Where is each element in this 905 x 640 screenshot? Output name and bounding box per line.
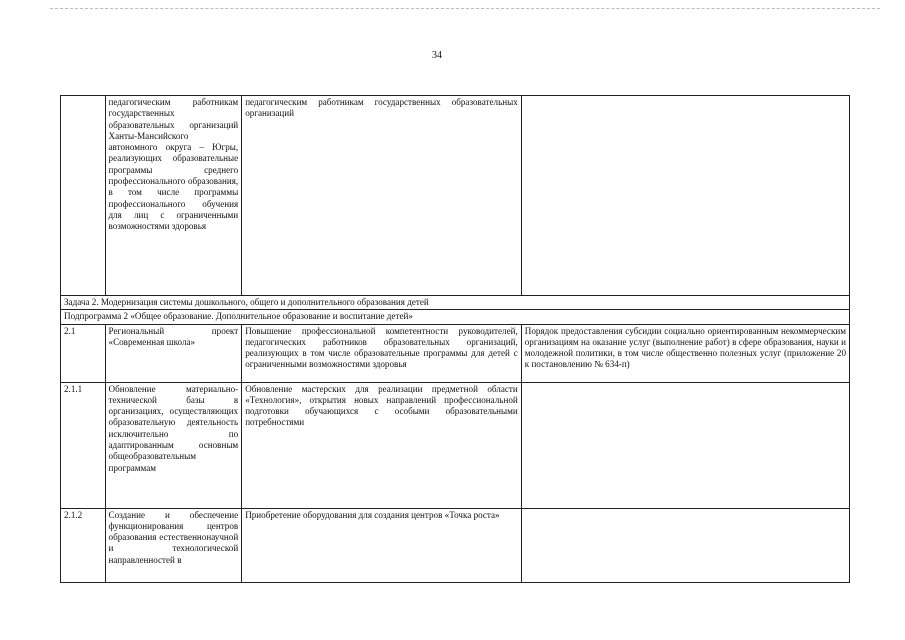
table-row	[61, 508, 850, 582]
order-cell	[521, 382, 849, 508]
row-number-cell: 2.1	[61, 324, 106, 382]
order-cell	[521, 508, 849, 582]
activity-name-cell: Создание и обеспечение функционирования центров образования естественнонаучной и технологической направленностей в	[105, 508, 242, 582]
result-cell: Повышение профессиональной компетентности руководителей, педагогических работников образовательных организаций, реализующих в том числе образовательные программы для детей с ограниченными возможностями здоровья	[242, 324, 522, 382]
activity-name-cell: педагогическим работникам государственных образовательных организаций Ханты-Мансийского автономного округа – Югры, реализующих образовательные программы среднего профессионального образования, в том числе программы профессионального обучения для лиц с ограниченными возможностями здоровья	[105, 96, 242, 296]
subprogram-heading-row	[61, 310, 850, 324]
row-number-cell	[61, 96, 106, 296]
table-row	[61, 382, 850, 508]
activity-name-cell: Обновление материально-технической базы в организациях, осуществляющих образовательную деятельность исключительно по адаптированным основным общеобразовательным программам	[105, 382, 242, 508]
order-cell	[521, 96, 849, 296]
order-cell: Порядок предоставления субсидии социально ориентированным некоммерческим организациям на оказание услуг (выполнение работ) в сфере образования, науки и молодежной политики, в том числе общественно полезных услуг (приложение 20 к постановлению № 634-п)	[521, 324, 849, 382]
subprogram-heading: Подпрограмма 2 «Общее образование. Дополнительное образование и воспитание детей»	[61, 310, 850, 324]
row-number-cell: 2.1.1	[61, 382, 106, 508]
task-heading: Задача 2. Модернизация системы дошкольного, общего и дополнительного образования детей	[61, 296, 850, 310]
result-cell: Обновление мастерских для реализации предметной области «Технология», открытия новых направлений профессиональной подготовки обучающихся с особыми образовательными потребностями	[242, 382, 522, 508]
result-cell: Приобретение оборудования для создания центров «Точка роста»	[242, 508, 522, 582]
row-number-cell: 2.1.2	[61, 508, 106, 582]
activity-name-cell: Региональный проект «Современная школа»	[105, 324, 242, 382]
task-heading-row	[61, 296, 850, 310]
table-row-continued	[61, 96, 850, 296]
table-row	[61, 324, 850, 382]
program-table	[60, 95, 850, 583]
result-cell: педагогическим работникам государственных образовательных организаций	[242, 96, 522, 296]
page-number: 34	[432, 50, 442, 61]
scan-edge-artifact	[50, 8, 880, 15]
